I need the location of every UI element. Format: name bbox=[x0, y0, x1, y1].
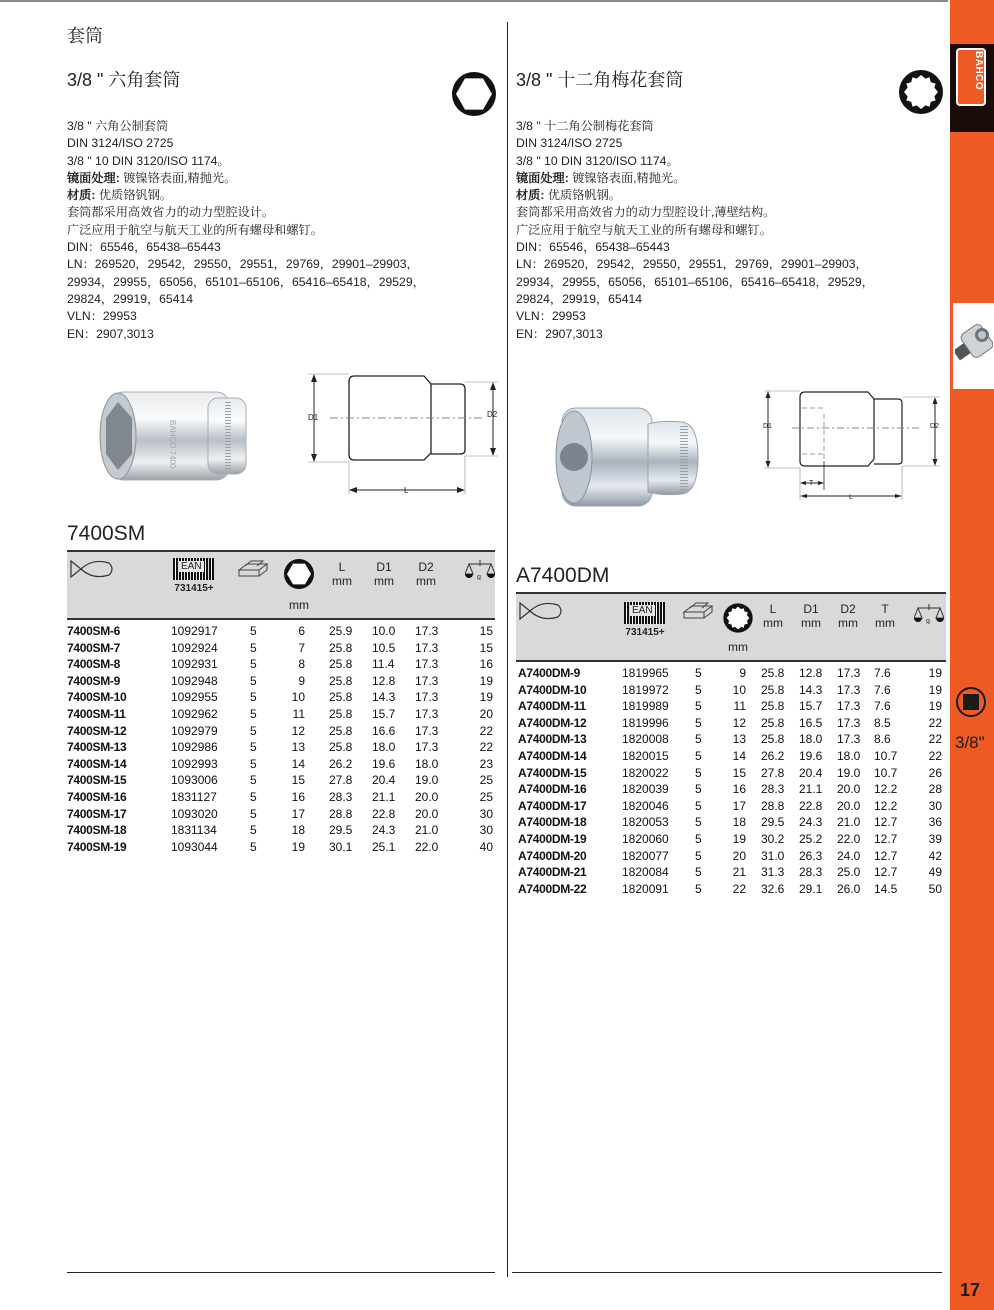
hex-socket-photo bbox=[90, 380, 250, 495]
bi-hex-size-icon bbox=[722, 602, 754, 634]
desc-line: 广泛应用于航空与航天工业的所有螺母和螺钉。 bbox=[516, 222, 772, 237]
col-d1: D1 mm bbox=[374, 560, 394, 588]
table-row: 7400SM-16 1831127 5 16 28.3 21.1 20.0 25 bbox=[67, 789, 493, 804]
table-row: A7400DM-19 1820060 5 19 30.2 25.2 22.0 12.7 39 bbox=[518, 831, 942, 846]
bahco-logo: BAHCO bbox=[956, 48, 986, 106]
desc-line: EN：2907,3013 bbox=[516, 326, 603, 341]
right-product-table bbox=[516, 592, 946, 897]
desc-line: 镜面处理: 镀镍铬表面,精抛光。 bbox=[516, 170, 686, 185]
col-l: L mm bbox=[763, 602, 783, 630]
size-unit: mm bbox=[728, 640, 748, 654]
desc-line: DIN：65546，65438–65443 bbox=[516, 240, 670, 255]
ean-prefix: 731415+ bbox=[174, 583, 214, 594]
table-row: 7400SM-7 1092924 5 7 25.8 10.5 17.3 15 bbox=[67, 640, 493, 655]
table-row: 7400SM-9 1092948 5 9 25.8 12.8 17.3 19 bbox=[67, 673, 493, 688]
table-body bbox=[67, 620, 495, 855]
desc-line: LN：269520，29542，29550，29551，29769，29901–29903， bbox=[516, 257, 868, 272]
page-number: 17 bbox=[960, 1280, 981, 1300]
svg-text:BAHCO 7400: BAHCO 7400 bbox=[168, 420, 177, 469]
weight-scale-icon bbox=[465, 558, 495, 580]
desc-line: 29824，29919，65414 bbox=[67, 291, 194, 306]
table-row: A7400DM-18 1820053 5 18 29.5 24.3 21.0 12.7 36 bbox=[518, 815, 942, 830]
column-divider bbox=[507, 22, 508, 1277]
table-row: A7400DM-9 1819965 5 9 25.8 12.8 17.3 7.6 19 bbox=[518, 666, 942, 680]
table-row: A7400DM-17 1820046 5 17 28.8 22.8 20.0 12.2 30 bbox=[518, 798, 942, 813]
ean-barcode-icon: EAN bbox=[173, 558, 215, 580]
left-description bbox=[67, 118, 425, 343]
svg-text:g: g bbox=[477, 574, 481, 580]
square-drive-icon bbox=[955, 686, 987, 718]
right-dimension-diagram bbox=[760, 386, 945, 501]
table-row: 7400SM-19 1093044 5 19 30.1 25.1 22.0 40 bbox=[67, 839, 493, 854]
desc-line: 材质: 优质铬钒钢。 bbox=[67, 188, 172, 203]
col-d1: D1 mm bbox=[801, 602, 821, 630]
table-row: A7400DM-13 1820008 5 13 25.8 18.0 17.3 8.6 22 bbox=[518, 732, 942, 747]
left-model-title: 7400SM bbox=[67, 522, 146, 545]
table-row: A7400DM-15 1820022 5 15 27.8 20.4 19.0 10.7 26 bbox=[518, 765, 942, 780]
fish-article-icon bbox=[69, 558, 115, 580]
svg-text:g: g bbox=[926, 618, 930, 624]
bi-hex-profile-icon bbox=[897, 68, 945, 116]
table-row: 7400SM-17 1093020 5 17 28.8 22.8 20.0 30 bbox=[67, 806, 493, 821]
desc-line: EN：2907,3013 bbox=[67, 326, 154, 341]
desc-line: 3/8 " 10 DIN 3120/ISO 1174。 bbox=[516, 153, 679, 168]
hexagon-profile-icon bbox=[450, 70, 498, 118]
right-description bbox=[516, 118, 874, 343]
desc-line: 29824，29919，65414 bbox=[516, 291, 643, 306]
table-row: A7400DM-16 1820039 5 16 28.3 21.1 20.0 12.2 28 bbox=[518, 782, 942, 797]
d1-label: D1 bbox=[763, 423, 772, 430]
table-row: 7400SM-10 1092955 5 10 25.8 14.3 17.3 19 bbox=[67, 690, 493, 705]
desc-line: 材质: 优质铬帆钢。 bbox=[516, 188, 621, 203]
package-qty-icon bbox=[237, 560, 269, 578]
socket-icon bbox=[955, 323, 993, 363]
desc-line: 套筒都采用高效省力的动力型腔设计,薄壁结构。 bbox=[516, 205, 776, 220]
table-row: A7400DM-21 1820084 5 21 31.3 28.3 25.0 12.7 49 bbox=[518, 865, 942, 880]
desc-line: 镜面处理: 镀镍铬表面,精抛光。 bbox=[67, 170, 237, 185]
table-row: 7400SM-15 1093006 5 15 27.8 20.4 19.0 25 bbox=[67, 773, 493, 788]
package-qty-icon bbox=[682, 602, 714, 620]
col-d2: D2 mm bbox=[838, 602, 858, 630]
bottom-rule-left bbox=[67, 1272, 495, 1273]
catalog-sidebar bbox=[950, 0, 994, 1310]
right-section-title: 3/8 " 十二角梅花套筒 bbox=[516, 70, 684, 90]
desc-line: 29934，29955，65056，65101–65106，65416–65418，29529， bbox=[67, 274, 425, 289]
weight-scale-icon bbox=[914, 602, 944, 624]
ean-prefix: 731415+ bbox=[625, 627, 665, 638]
l-label: L bbox=[404, 486, 409, 495]
desc-line: 3/8 " 十二角公制梅花套筒 bbox=[516, 119, 654, 133]
col-l: L mm bbox=[332, 560, 352, 588]
desc-line: LN：269520，29542，29550，29551，29769，29901–29903， bbox=[67, 257, 419, 272]
desc-line: 29934，29955，65056，65101–65106，65416–65418，29529， bbox=[516, 274, 874, 289]
table-header bbox=[67, 550, 495, 620]
table-row: A7400DM-20 1820077 5 20 31.0 26.3 24.0 12.7 42 bbox=[518, 848, 942, 863]
table-row: 7400SM-8 1092931 5 8 25.8 11.4 17.3 16 bbox=[67, 657, 493, 672]
desc-line: DIN：65546，65438–65443 bbox=[67, 240, 221, 255]
col-d2: D2 mm bbox=[416, 560, 436, 588]
top-rule bbox=[0, 0, 948, 2]
desc-line: 广泛应用于航空与航天工业的所有螺母和螺钉。 bbox=[67, 222, 323, 237]
desc-line: DIN 3124/ISO 2725 bbox=[67, 136, 174, 151]
table-row: 7400SM-6 1092917 5 6 25.9 10.0 17.3 15 bbox=[67, 624, 493, 638]
table-row: A7400DM-12 1819996 5 12 25.8 16.5 17.3 8.5 22 bbox=[518, 715, 942, 730]
desc-line: 3/8 " 10 DIN 3120/ISO 1174。 bbox=[67, 153, 230, 168]
table-row: A7400DM-14 1820015 5 14 26.2 19.6 18.0 10.7 22 bbox=[518, 748, 942, 763]
hexagon-size-icon bbox=[283, 558, 315, 590]
table-row: 7400SM-13 1092986 5 13 25.8 18.0 17.3 22 bbox=[67, 740, 493, 755]
desc-line: VLN：29953 bbox=[67, 309, 137, 324]
t-label: T bbox=[809, 480, 814, 487]
left-section-title: 3/8 " 六角套筒 bbox=[67, 70, 181, 90]
right-model-title: A7400DM bbox=[516, 564, 610, 587]
table-row: A7400DM-11 1819989 5 11 25.8 15.7 17.3 7.6 19 bbox=[518, 699, 942, 714]
socket-category-tab[interactable] bbox=[953, 303, 994, 389]
desc-line: 套筒都采用高效省力的动力型腔设计。 bbox=[67, 205, 275, 220]
table-row: 7400SM-12 1092979 5 12 25.8 16.6 17.3 22 bbox=[67, 723, 493, 738]
drive-size-label: 3/8" bbox=[955, 733, 985, 752]
page-title: 套筒 bbox=[67, 26, 103, 46]
bi-hex-socket-photo bbox=[552, 402, 702, 512]
ean-barcode-icon: EAN bbox=[624, 602, 666, 624]
left-product-table bbox=[67, 550, 495, 855]
col-t: T mm bbox=[875, 602, 895, 630]
table-row: 7400SM-18 1831134 5 18 29.5 24.3 21.0 30 bbox=[67, 823, 493, 838]
table-body bbox=[516, 662, 946, 897]
left-dimension-diagram bbox=[300, 368, 505, 498]
table-header bbox=[516, 592, 946, 662]
table-row: A7400DM-10 1819972 5 10 25.8 14.3 17.3 7.6 19 bbox=[518, 682, 942, 697]
desc-line: VLN：29953 bbox=[516, 309, 586, 324]
l-label: L bbox=[849, 494, 853, 501]
fish-article-icon bbox=[518, 600, 564, 622]
size-unit: mm bbox=[289, 598, 309, 612]
bottom-rule-right bbox=[512, 1272, 942, 1273]
table-row: 7400SM-14 1092993 5 14 26.2 19.6 18.0 23 bbox=[67, 756, 493, 771]
d1-label: D1 bbox=[308, 413, 319, 422]
d2-label: D2 bbox=[930, 423, 939, 430]
table-row: A7400DM-22 1820091 5 22 32.6 29.1 26.0 14.5 50 bbox=[518, 881, 942, 896]
table-row: 7400SM-11 1092962 5 11 25.8 15.7 17.3 20 bbox=[67, 706, 493, 721]
d2-label: D2 bbox=[487, 410, 498, 419]
desc-line: 3/8 " 六角公制套筒 bbox=[67, 119, 169, 133]
desc-line: DIN 3124/ISO 2725 bbox=[516, 136, 623, 151]
